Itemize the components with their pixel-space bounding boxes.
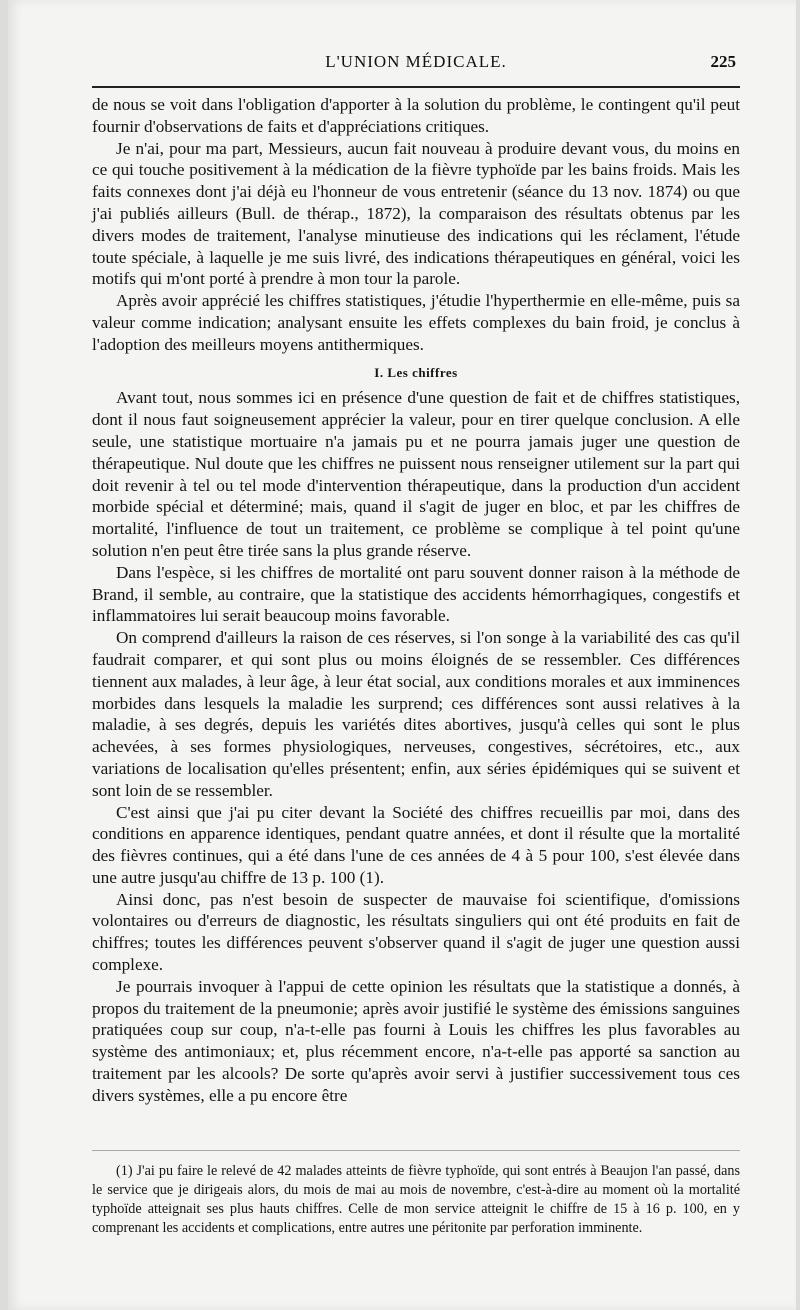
paragraph: Ainsi donc, pas n'est besoin de suspecter de mauvaise foi scientifique, d'omissions volontaires ou d'erreurs de diagnostic, les résultats singuliers qui ont été produits en fait de chiffres; toutes les différences peuvent s'observer quand il s'agit de juger une question aussi complexe. <box>92 889 740 975</box>
paragraph: Avant tout, nous sommes ici en présence d'une question de fait et de chiffres statistiques, dont il nous faut soigneusement apprécier la valeur, pour en tirer quelque conclusion. A elle seule, une statistique mortuaire n'a jamais pu et ne pourra jamais juger une question de thérapeutique. Nul doute que les chiffres ne puissent nous renseigner utilement sur la part qui doit revenir à tel ou tel mode d'intervention thérapeutique, dans la production d'un accident morbide spécial et déterminé; mais, quand il s'agit de juger en bloc, et par les chiffres de mortalité, l'influence de tout un traitement, ce problème se complique à tel point qu'une solution n'en peut être tirée sans la plus grande réserve. <box>92 388 740 560</box>
body-text <box>92 94 740 1107</box>
intro-paragraphs <box>92 94 740 356</box>
paragraph: Dans l'espèce, si les chiffres de mortalité ont paru souvent donner raison à la méthode de Brand, il semble, au contraire, que la statistique des accidents hémorrhagiques, congestifs et inflammatoires lui serait beaucoup moins favorable. <box>92 562 740 626</box>
section-heading: I. Les chiffres <box>374 364 458 380</box>
page-number: 225 <box>710 52 736 71</box>
paragraph: C'est ainsi que j'ai pu citer devant la Société des chiffres recueillis par moi, dans des conditions en apparence identiques, pendant quatre années, et dont il résulte que la mortalité des fièvres continues, qui a été dans l'une de ces années de 4 à 5 pour 100, s'est élevée dans une autre jusqu'au chiffre de 13 p. 100 (1). <box>92 802 740 887</box>
footnote-text: (1) J'ai pu faire le relevé de 42 malades atteints de fièvre typhoïde, qui sont entrés à Beaujon l'an passé, dans le service que je dirigeais alors, du mois de mai au mois de novembre, c'est-à-dire au moment où la mortalité typhoïde atteignait ses plus hauts chiffres. Celle de mon service atteignit le chiffre de 15 à 16 p. 100, en y comprenant les accidents et complications, entre autres une péritonite par perforation imminente. <box>92 1163 740 1236</box>
section-paragraphs <box>92 387 740 1106</box>
page-header <box>92 52 740 78</box>
header-rule <box>92 86 740 88</box>
document-page <box>8 0 796 1310</box>
footnote-rule <box>92 1150 740 1151</box>
running-title: L'UNION MÉDICALE. <box>325 52 507 71</box>
paragraph: Après avoir apprécié les chiffres statistiques, j'étudie l'hyperthermie en elle-même, puis sa valeur comme indication; analysant ensuite les effets complexes du bain froid, je conclus à l'adoption des meilleurs moyens antithermiques. <box>92 291 740 354</box>
paragraph: de nous se voit dans l'obligation d'apporter à la solution du problème, le contingent qu'il peut fournir d'observations de faits et d'appréciations critiques. <box>92 95 740 136</box>
paragraph: Je pourrais invoquer à l'appui de cette opinion les résultats que la statistique a donnés, à propos du traitement de la pneumonie; après avoir justifié le système des émissions sanguines pratiquées coup sur coup, n'a-t-elle pas fourni à Louis les chiffres les plus favorables au système des antimoniaux; et, plus récemment encore, n'a-t-elle pas apporté sa sanction au traitement par les alcools? De sorte qu'après avoir servi à justifier successivement tous ces divers systèmes, elle a pu encore être <box>92 976 740 1105</box>
footnote <box>92 1162 740 1238</box>
paragraph: On comprend d'ailleurs la raison de ces réserves, si l'on songe à la variabilité des cas qu'il faudrait comparer, et qui sont plus ou moins éloignés de se ressembler. Ces différences tiennent aux malades, à leur âge, à leur état social, aux conditions morales et aux imminences morbides dans lesquels la maladie les surprend; ces différences sont aussi relatives à la maladie, à ses degrés, depuis les variétés dites abortives, jusqu'à celles qui sont le plus achevées, à ses formes physiologiques, nerveuses, congestives, sécrétoires, etc., aux variations de localisation qu'elles présentent; enfin, aux séries épidémiques qui se suivent et sont loin de se ressembler. <box>92 628 740 800</box>
paragraph: Je n'ai, pour ma part, Messieurs, aucun fait nouveau à produire devant vous, du moins en ce qui touche positivement à la médication de la fièvre typhoïde par les bains froids. Mais les faits connexes dont j'ai déjà eu l'honneur de vous entretenir (séance du 13 nov. 1874) ou que j'ai publiés ailleurs (Bull. de thérap., 1872), la comparaison des résultats obtenus par les divers modes de traitement, l'analyse minutieuse des indications qui les réclament, l'étude toute spéciale, à laquelle je me suis livré, des indications thérapeutiques en général, voici les motifs qui m'ont porté à prendre à mon tour la parole. <box>92 138 740 289</box>
